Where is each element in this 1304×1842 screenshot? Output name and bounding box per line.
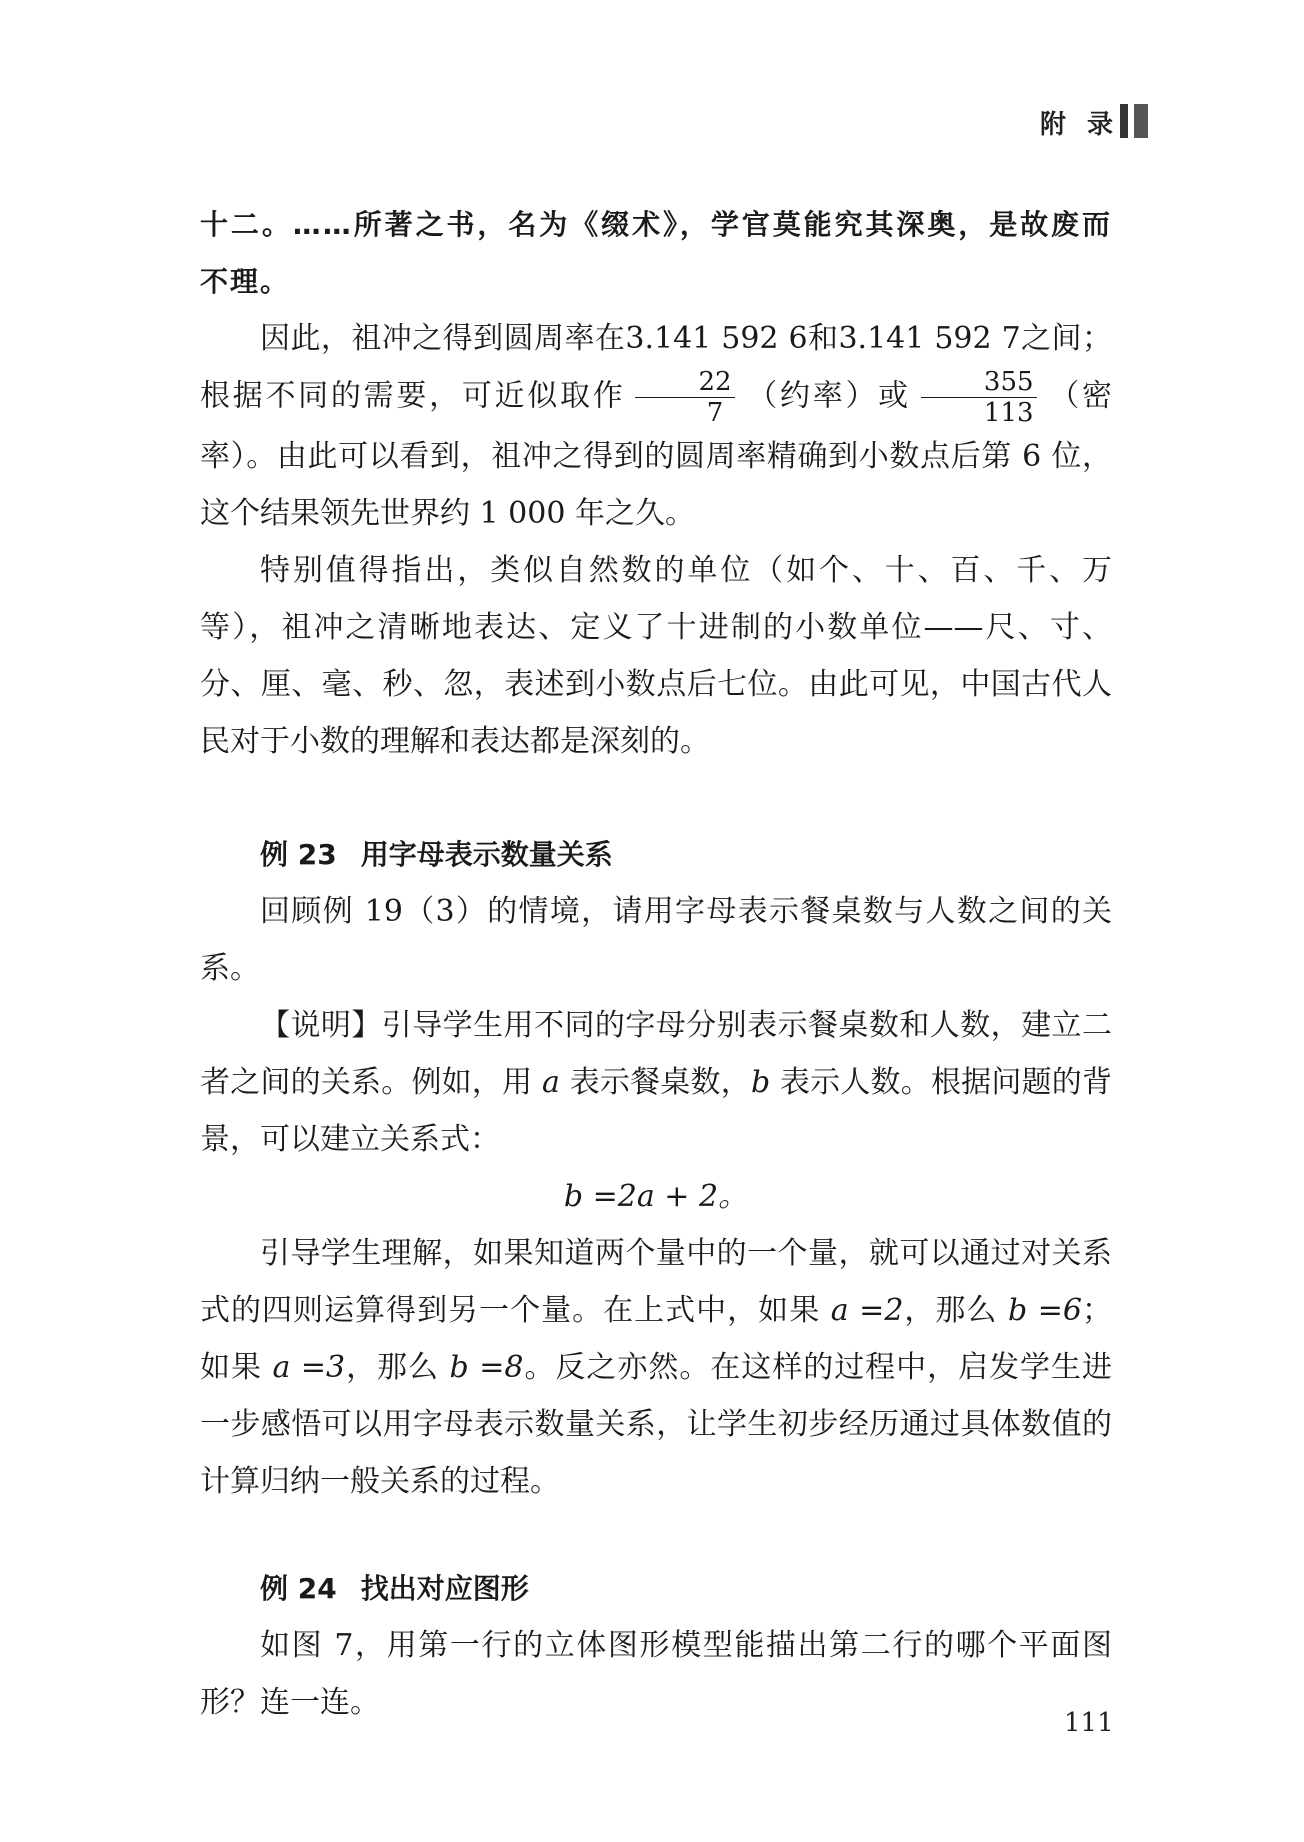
- running-head-bar-thick: [1134, 104, 1148, 138]
- paragraph-decimal-units: 特别值得指出，类似自然数的单位（如个、十、百、千、万等），祖冲之清晰地表达、定义了十进制的小数单位——尺、寸、分、厘、毫、秒、忽，表述到小数点后七位。由此可见，中国古代人民对于小数的理解和表达都是深刻的。: [200, 553, 1112, 759]
- paragraph-pi: [200, 310, 1112, 542]
- text-span: ；如果: [200, 1293, 1112, 1385]
- running-head-bar: [1120, 104, 1128, 138]
- text-span: 因此，祖冲之得到圆周率在3.141 592 6和3.141 592 7之间；根据不同的需要，可近似取作: [200, 321, 1112, 414]
- text-span: （约率）或: [744, 378, 911, 414]
- example-23-guidance: [200, 1225, 1112, 1510]
- example-24-question: 如图 7，用第一行的立体图形模型能描出第二行的哪个平面图形？连一连。: [200, 1628, 1112, 1720]
- example-title: 找出对应图形: [360, 1572, 529, 1605]
- example-label: 例 24: [260, 1572, 337, 1605]
- text-span: ，那么: [345, 1350, 439, 1385]
- text-span: （密率）。由此可以看到，祖冲之得到的圆周率精确到小数点后第 6 位，这个结果领先世界约 1 000 年之久。: [200, 378, 1113, 531]
- text-span: ，那么: [903, 1293, 998, 1328]
- fraction-numerator: 22: [635, 367, 734, 398]
- equation-b-8: b =8: [449, 1350, 524, 1385]
- example-23-question: 回顾例 19（3）的情境，请用字母表示餐桌数与人数之间的关系。: [200, 894, 1112, 986]
- text-span: 【说明】引导学生用不同的字母分别表示餐桌数和人数，建立二者之间的关系。例如，用: [200, 1008, 1112, 1100]
- example-title: 用字母表示数量关系: [360, 838, 613, 871]
- running-head: 附 录: [1040, 110, 1120, 140]
- example-23-explanation: [200, 997, 1112, 1168]
- spacer: [200, 1510, 1112, 1560]
- fraction-denominator: 7: [706, 398, 724, 428]
- text-span: 表示餐桌数，: [569, 1065, 751, 1100]
- variable-b: b: [750, 1065, 771, 1100]
- formula: b =2a + 2。: [563, 1179, 749, 1214]
- equation-a-2: a =2: [830, 1293, 904, 1328]
- fraction-denominator: 113: [983, 398, 1034, 428]
- page-content: [200, 196, 1112, 1731]
- fraction-milv: [921, 367, 1037, 428]
- spacer: [200, 770, 1112, 826]
- quote-paragraph: 十二。……所著之书，名为《缀术》，学官莫能究其深奥，是故废而不理。: [200, 208, 1112, 298]
- example-24-heading: [260, 1560, 1112, 1617]
- fraction-yuelv: [635, 367, 734, 428]
- equation-a-3: a =3: [272, 1350, 346, 1385]
- page-number: 111: [1064, 1708, 1114, 1738]
- equation-b-6: b =6: [1008, 1293, 1082, 1328]
- text-span: 引导学生理解，如果知道两个量中的一个量，就可以通过对关系式的四则运算得到另一个量。在上式中，如果: [200, 1236, 1112, 1328]
- variable-a: a: [542, 1065, 560, 1100]
- text-span: 。反之亦然。在这样的过程中，启发学生进一步感悟可以用字母表示数量关系，让学生初步经历通过具体数值的计算归纳一般关系的过程。: [200, 1350, 1112, 1499]
- example-label: 例 23: [260, 838, 337, 871]
- example-23-heading: [260, 826, 1112, 883]
- fraction-numerator: 355: [921, 367, 1037, 398]
- text-span: 表示人数。根据问题的背景，可以建立关系式：: [200, 1065, 1112, 1157]
